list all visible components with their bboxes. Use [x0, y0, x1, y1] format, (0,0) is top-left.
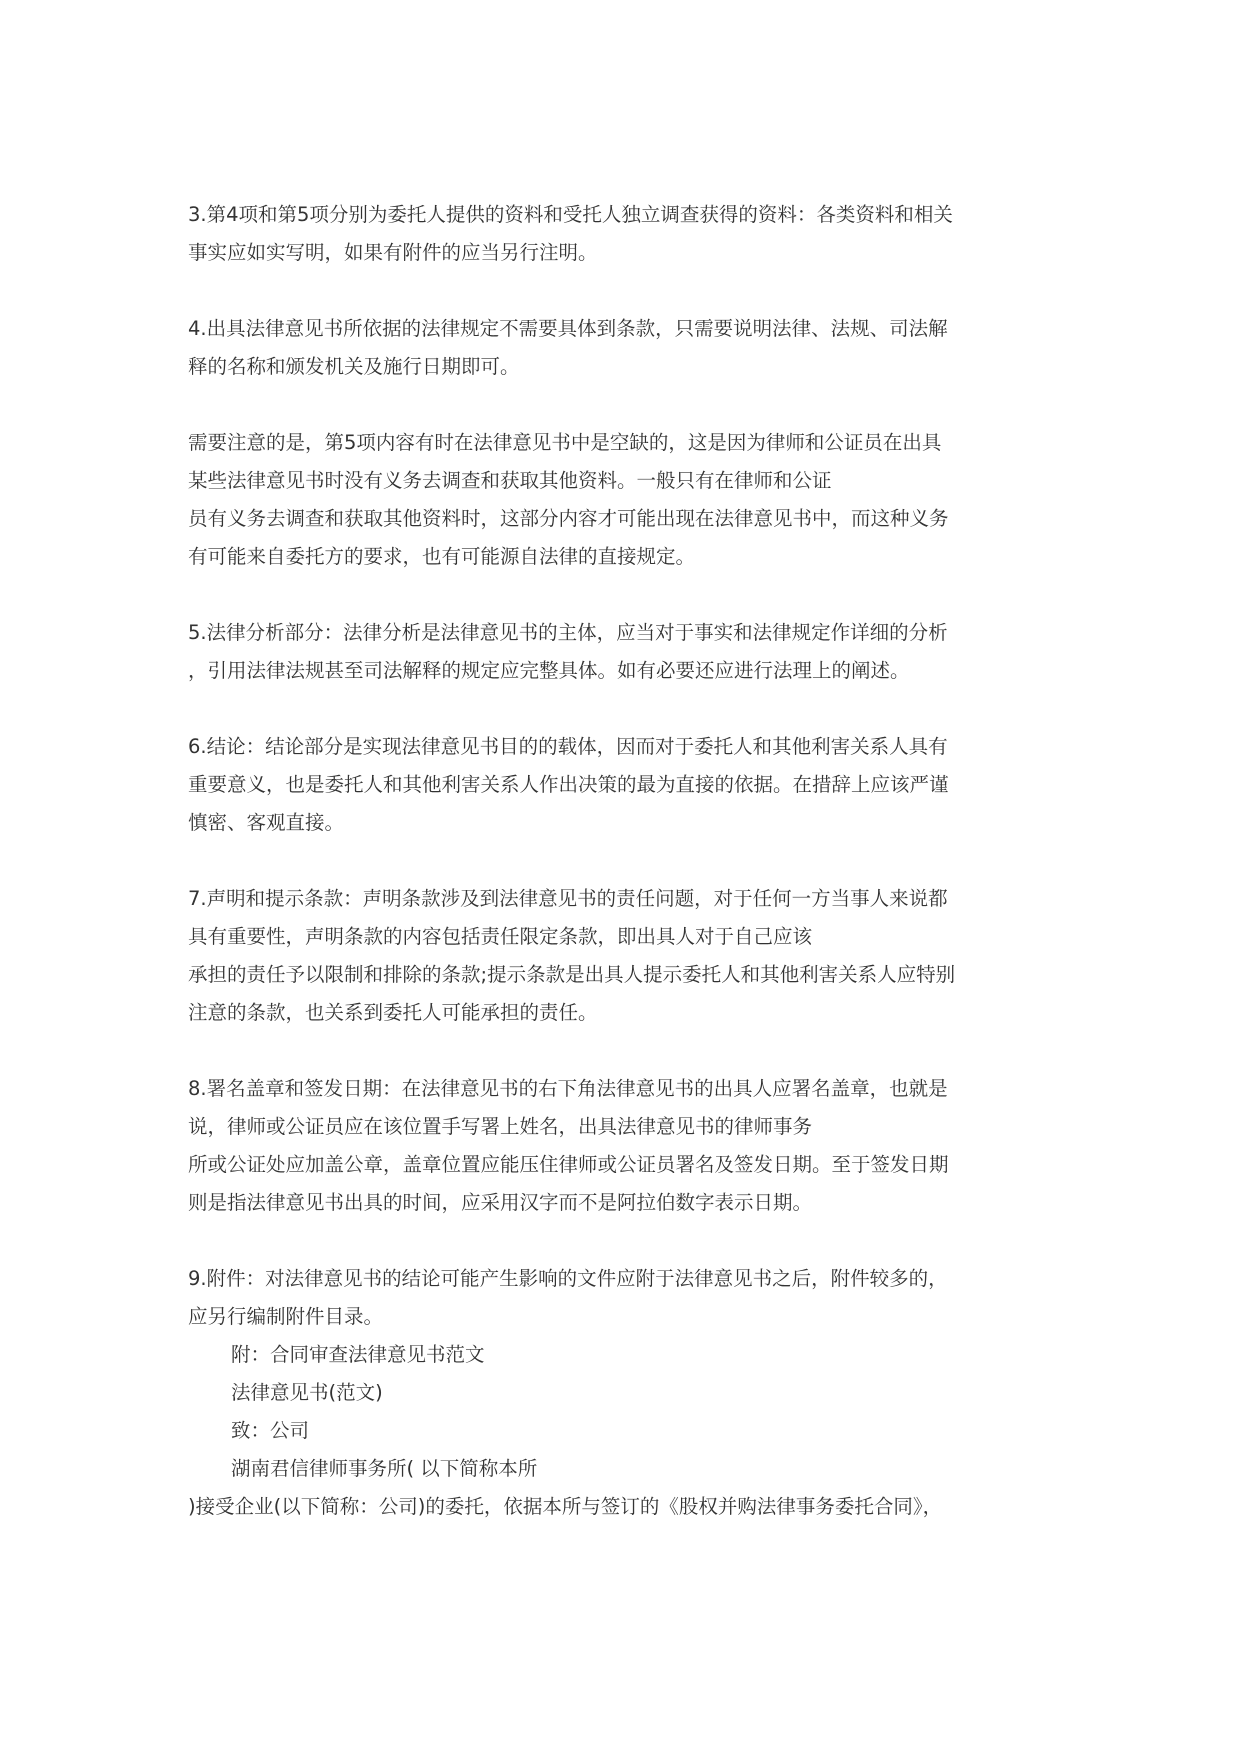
text-line: 说，律师或公证员应在该位置手写署上姓名，出具法律意见书的律师事务: [188, 1115, 813, 1138]
text-line: 应另行编制附件目录。: [188, 1305, 384, 1328]
text-line: 注意的条款，也关系到委托人可能承担的责任。: [188, 1001, 598, 1024]
text-line: 4.出具法律意见书所依据的法律规定不需要具体到条款，只需要说明法律、法规、司法解: [188, 317, 948, 340]
text-line: )接受企业(以下简称：公司)的委托，依据本所与签订的《股权并购法律事务委托合同》，: [188, 1495, 943, 1518]
paragraph-note: [188, 424, 1068, 576]
document-body: [188, 196, 1068, 1526]
paragraph-item-8: [188, 1070, 1068, 1222]
paragraph-item-5: [188, 614, 1068, 690]
text-line: 7.声明和提示条款：声明条款涉及到法律意见书的责任问题，对于任何一方当事人来说都: [188, 887, 948, 910]
text-line: 重要意义，也是委托人和其他利害关系人作出决策的最为直接的依据。在措辞上应该严谨: [188, 773, 949, 796]
text-line: 某些法律意见书时没有义务去调查和获取其他资料。一般只有在律师和公证: [188, 469, 832, 492]
text-line: 3.第4项和第5项分别为委托人提供的资料和受托人独立调查获得的资料：各类资料和相关: [188, 203, 953, 226]
paragraph-item-4: [188, 310, 1068, 386]
addressee-line: 致：公司: [231, 1419, 310, 1442]
text-line: 具有重要性，声明条款的内容包括责任限定条款，即出具人对于自己应该: [188, 925, 813, 948]
text-line: 需要注意的是，第5项内容有时在法律意见书中是空缺的，这是因为律师和公证员在出具: [188, 431, 942, 454]
text-line: 有可能来自委托方的要求，也有可能源自法律的直接规定。: [188, 545, 696, 568]
text-line: 员有义务去调查和获取其他资料时，这部分内容才可能出现在法律意见书中，而这种义务: [188, 507, 949, 530]
text-line: 释的名称和颁发机关及施行日期即可。: [188, 355, 520, 378]
text-line: 6.结论：结论部分是实现法律意见书目的的载体，因而对于委托人和其他利害关系人具有: [188, 735, 948, 758]
text-line: 慎密、客观直接。: [188, 811, 345, 834]
sample-title: 法律意见书(范文): [231, 1381, 383, 1404]
appendix-heading: 附：合同审查法律意见书范文: [231, 1343, 485, 1366]
law-firm-line: 湖南君信律师事务所( 以下简称本所: [231, 1457, 538, 1480]
text-line: 事实应如实写明，如果有附件的应当另行注明。: [188, 241, 598, 264]
text-line: 9.附件：对法律意见书的结论可能产生影响的文件应附于法律意见书之后，附件较多的，: [188, 1267, 948, 1290]
text-line: 则是指法律意见书出具的时间，应采用汉字而不是阿拉伯数字表示日期。: [188, 1191, 813, 1214]
paragraph-item-7: [188, 880, 1068, 1032]
text-line: 5.法律分析部分：法律分析是法律意见书的主体，应当对于事实和法律规定作详细的分析: [188, 621, 948, 644]
text-line: 所或公证处应加盖公章，盖章位置应能压住律师或公证员署名及签发日期。至于签发日期: [188, 1153, 949, 1176]
text-line: ，引用法律法规甚至司法解释的规定应完整具体。如有必要还应进行法理上的阐述。: [188, 659, 910, 682]
paragraph-item-6: [188, 728, 1068, 842]
paragraph-item-3: [188, 196, 1068, 272]
text-line: 8.署名盖章和签发日期：在法律意见书的右下角法律意见书的出具人应署名盖章，也就是: [188, 1077, 948, 1100]
text-line: 承担的责任予以限制和排除的条款;提示条款是出具人提示委托人和其他利害关系人应特别: [188, 963, 956, 986]
paragraph-item-9-appendix: [188, 1260, 1068, 1526]
